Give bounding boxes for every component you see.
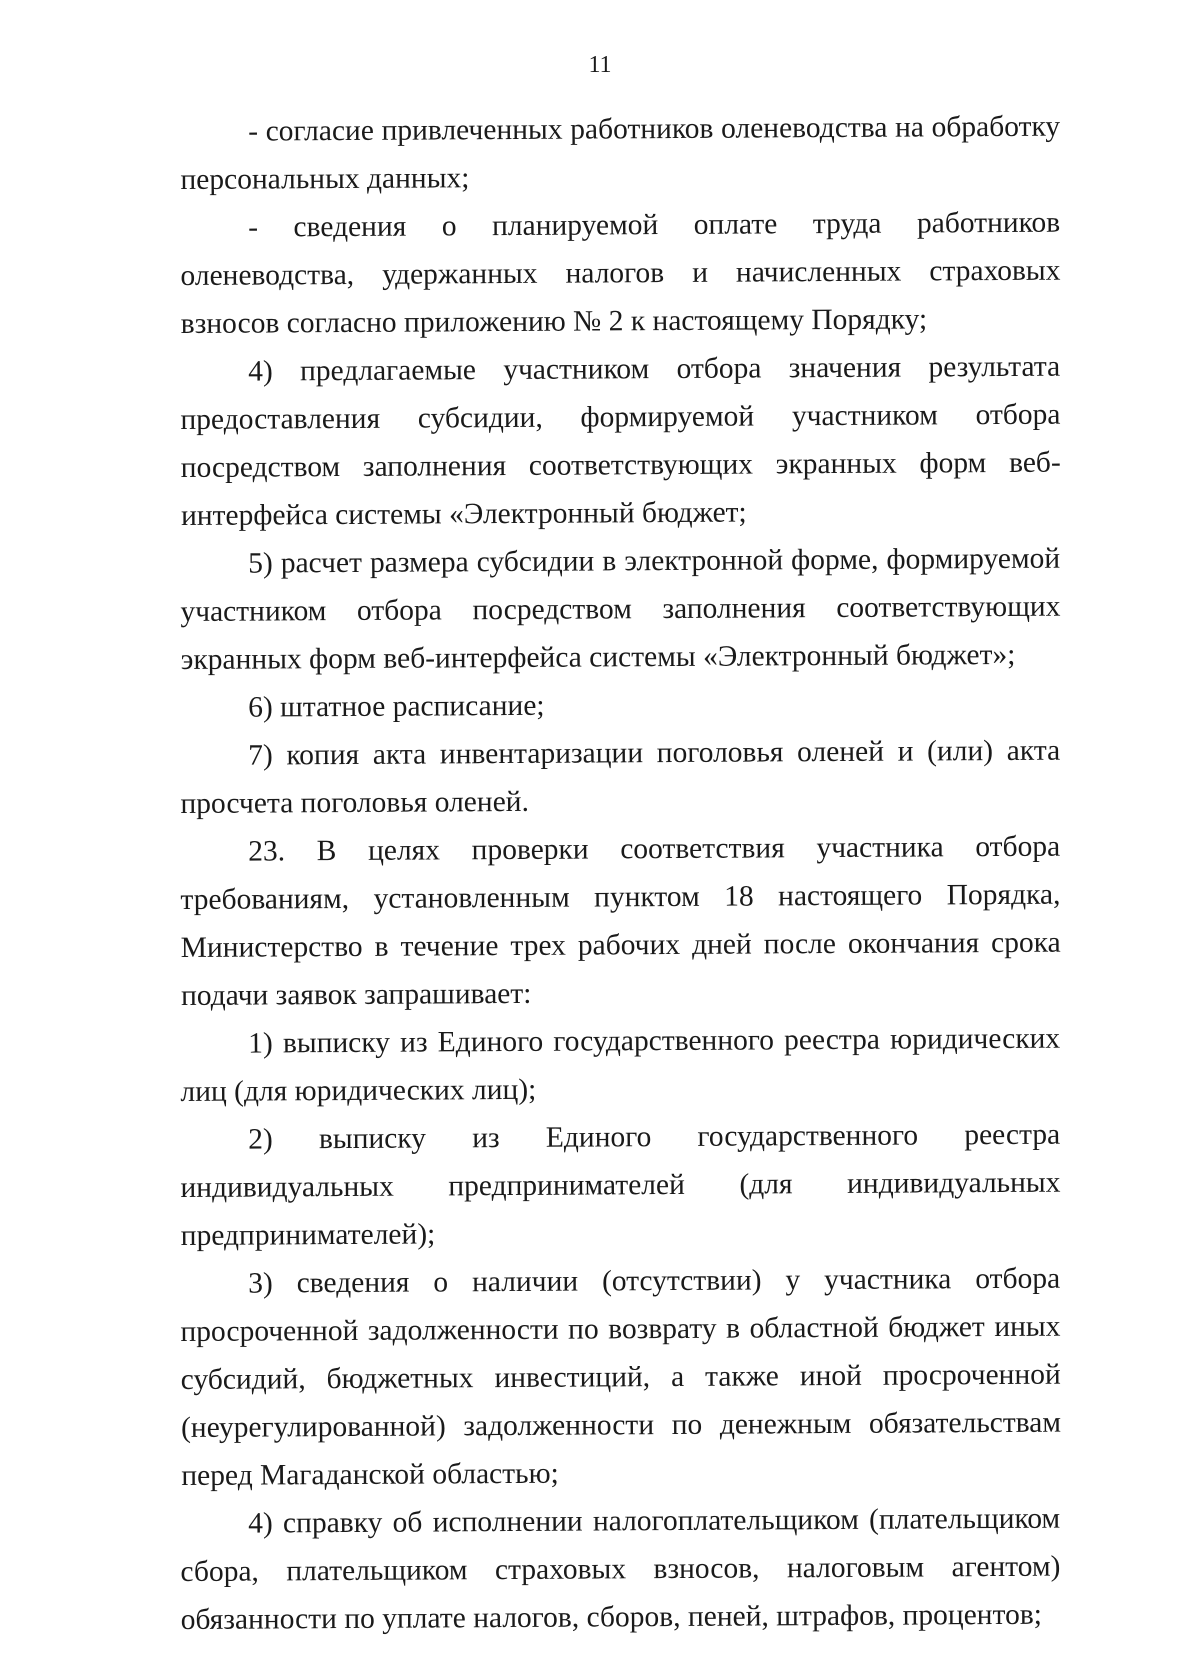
paragraph-section-23: 23. В целях проверки соответствия участника отбора требованиям, установленным пунктом 18 настоящего Порядка, Министерство в течение трех рабочих дней после окончания срока подачи заявок запрашивает: — [180, 830, 1061, 1012]
paragraph-labor-payment-info: - сведения о планируемой оплате труда работников оленеводства, удержанных налогов и начисленных страховых взносов согласно приложению № 2 к настоящему Порядку; — [180, 206, 1061, 340]
paragraph-consent-personal-data: - согласие привлеченных работников оленеводства на обработку персональных данных; — [180, 110, 1061, 196]
document-body — [180, 108, 1060, 1644]
paragraph-item-4-result-values: 4) предлагаемые участником отбора значения результата предоставления субсидии, формируемой участником отбора посредством заполнения соответствующих экранных форм веб-интерфейса системы «Электронный бюджет; — [180, 350, 1061, 532]
page-number: 11 — [588, 52, 612, 78]
paragraph-section-23-item-3: 3) сведения о наличии (отсутствии) у участника отбора просроченной задолженности по возврату в областной бюджет иных субсидий, бюджетных инвестиций, а также иной просроченной (неурегулированной) задолженности по денежным обязательствам перед Магаданской областью; — [180, 1262, 1062, 1492]
paragraph-item-5-subsidy-calculation: 5) расчет размера субсидии в электронной форме, формируемой участником отбора посредством заполнения соответствующих экранных форм веб-интерфейса системы «Электронный бюджет»; — [180, 542, 1061, 676]
paragraph-section-23-item-2: 2) выписку из Единого государственного реестра индивидуальных предпринимателей (для индивидуальных предпринимателей); — [180, 1118, 1061, 1252]
paragraph-section-23-item-4: 4) справку об исполнении налогоплательщиком (плательщиком сбора, плательщиком страховых взносов, налоговым агентом) обязанности по уплате налогов, сборов, пеней, штрафов, процентов; — [180, 1502, 1061, 1636]
paragraph-item-6-staff-schedule: 6) штатное расписание; — [248, 689, 545, 724]
paragraph-section-23-item-1: 1) выписку из Единого государственного реестра юридических лиц (для юридических лиц); — [180, 1022, 1061, 1108]
paragraph-item-7-inventory-act: 7) копия акта инвентаризации поголовья оленей и (или) акта просчета поголовья оленей. — [180, 734, 1061, 820]
